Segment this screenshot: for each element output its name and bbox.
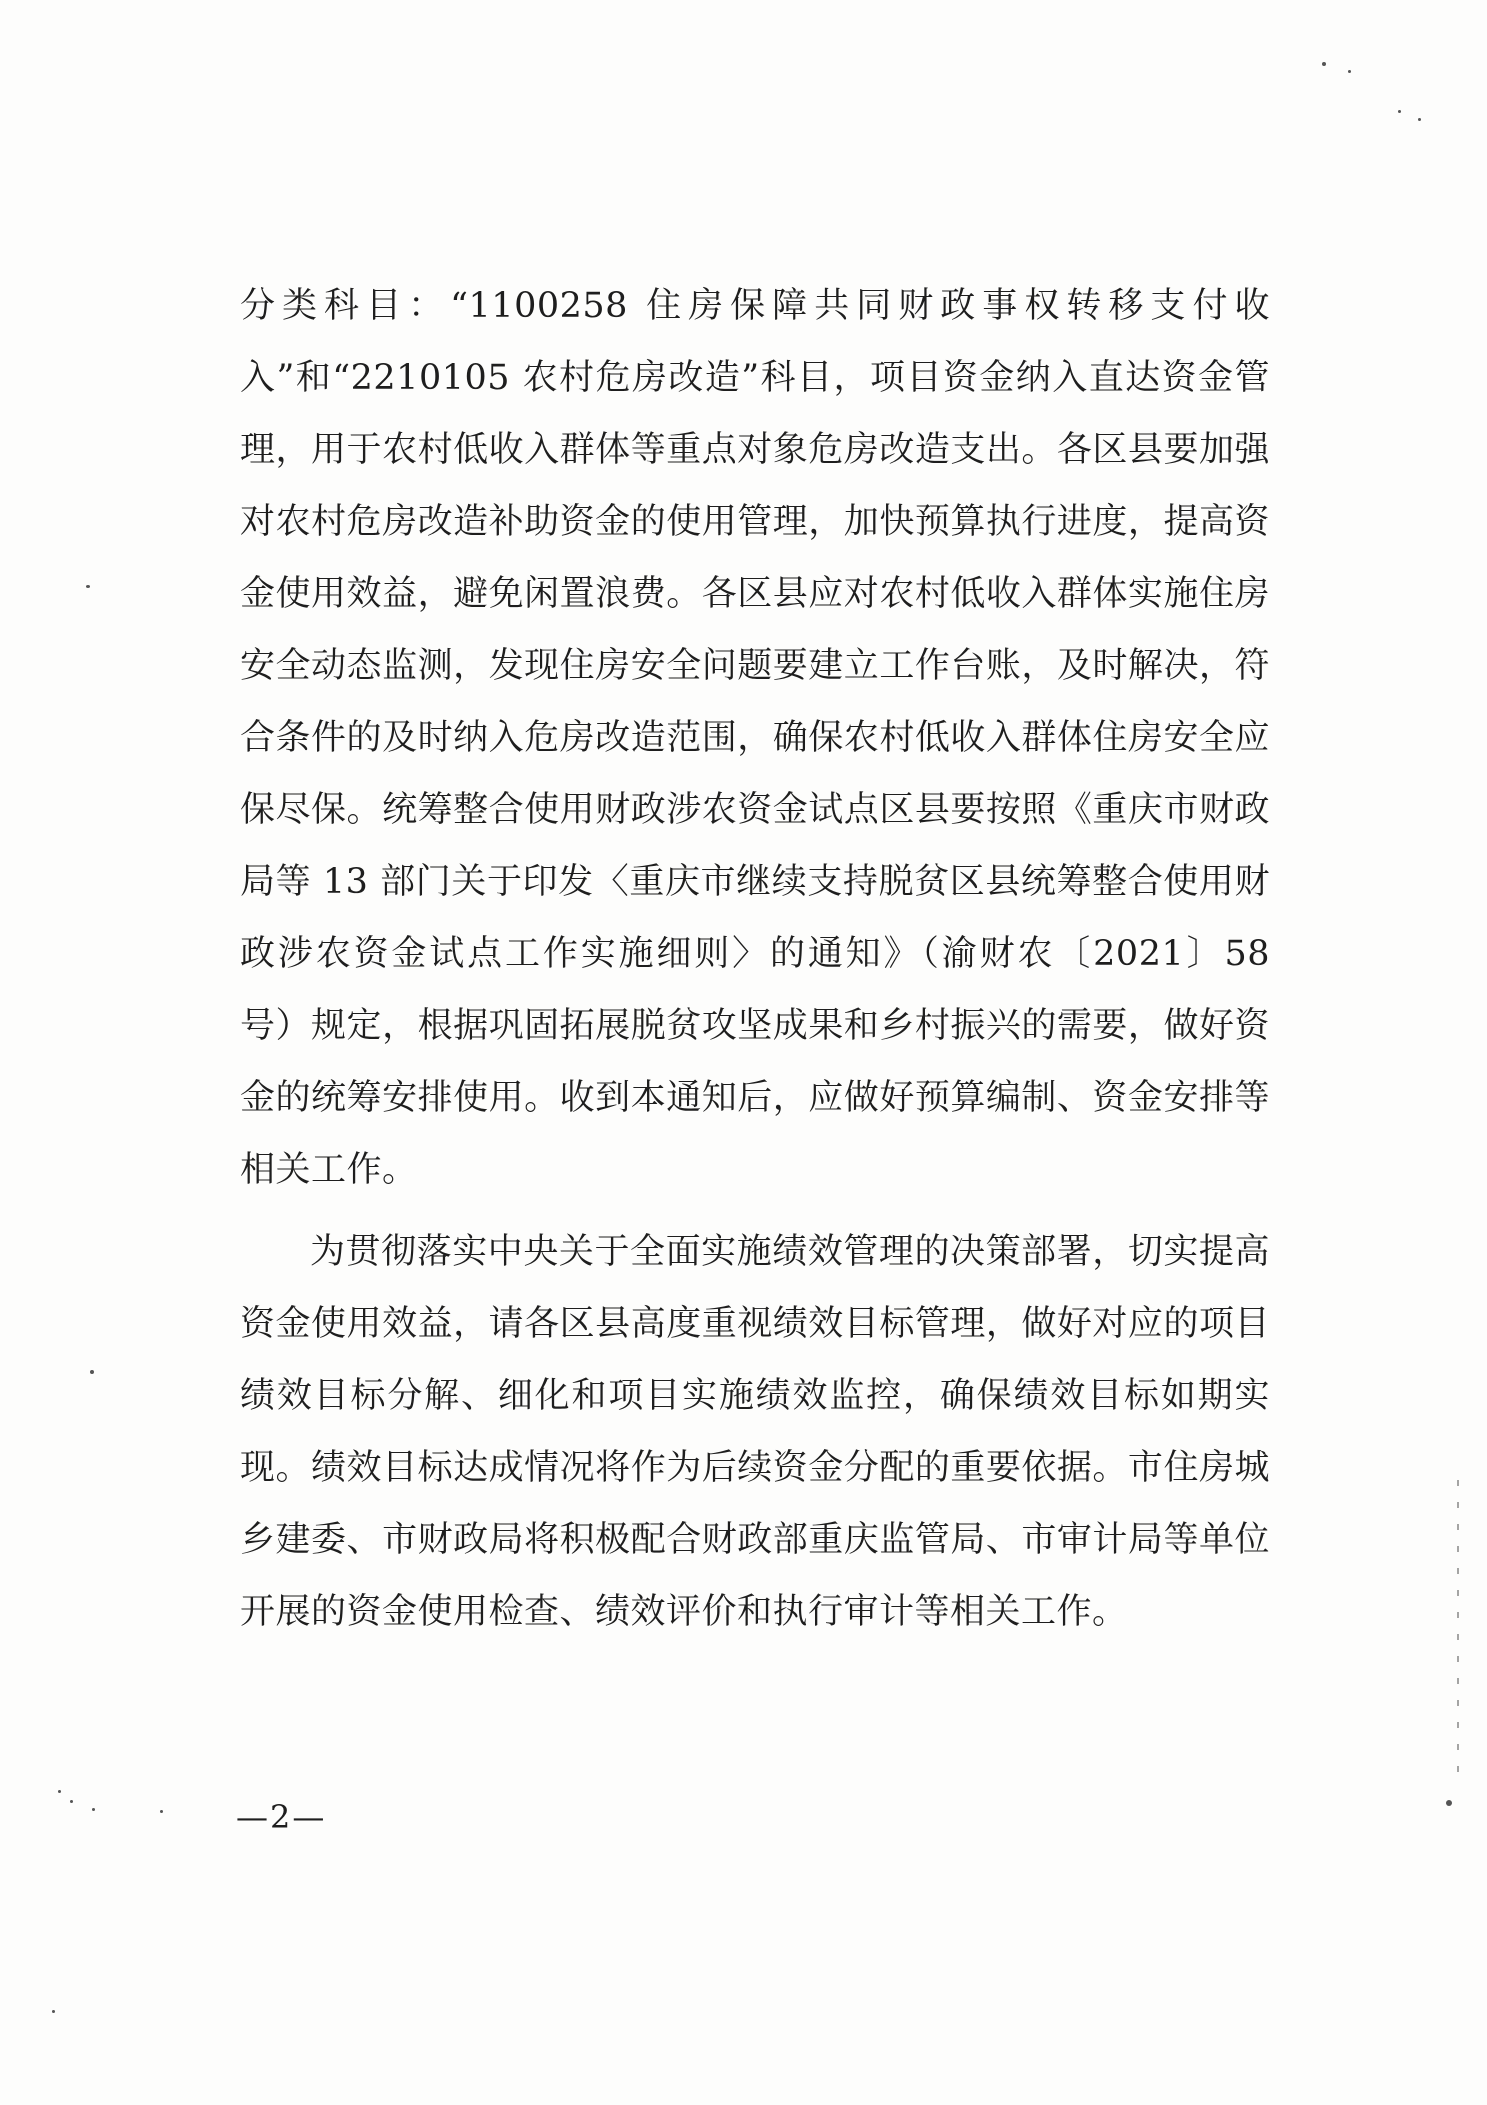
scan-speck [1446, 1800, 1452, 1806]
scan-edge-line [1457, 1480, 1459, 1780]
scan-speck [160, 1810, 163, 1813]
scan-speck [1348, 70, 1351, 73]
body-paragraph-2: 为贯彻落实中央关于全面实施绩效管理的决策部署，切实提高资金使用效益，请各区县高度重视绩效目标管理，做好对应的项目绩效目标分解、细化和项目实施绩效监控，确保绩效目标如期实现。绩效目标达成情况将作为后续资金分配的重要依据。市住房城乡建委、市财政局将积极配合财政部重庆监管局、市审计局等单位开展的资金使用检查、绩效评价和执行审计等相关工作。 [240, 1232, 1270, 1632]
scan-speck [70, 1800, 73, 1803]
page-number: —2— [236, 1798, 327, 1836]
scan-speck [58, 1790, 61, 1793]
scan-speck [90, 1370, 94, 1374]
scan-speck [1398, 110, 1401, 113]
body-paragraph-1: 分类科目：“1100258 住房保障共同财政事权转移支付收入”和“2210105 农村危房改造”科目，项目资金纳入直达资金管理，用于农村低收入群体等重点对象危房改造支出。各区县要加强对农村危房改造补助资金的使用管理，加快预算执行进度，提高资金使用效益，避免闲置浪费。各区县应对农村低收入群体实施住房安全动态监测，发现住房安全问题要建立工作台账，及时解决，符合条件的及时纳入危房改造范围，确保农村低收入群体住房安全应保尽保。统筹整合使用财政涉农资金试点区县要按照《重庆市财政局等 13 部门关于印发〈重庆市继续支持脱贫区县统筹整合使用财政涉农资金试点工作实施细则〉的通知》（渝财农〔2021〕58 号）规定，根据巩固拓展脱贫攻坚成果和乡村振兴的需要，做好资金的统筹安排使用。收到本通知后，应做好预算编制、资金安排等相关工作。 [240, 286, 1270, 1190]
scan-speck [1322, 62, 1326, 66]
scan-speck [52, 2010, 55, 2013]
scan-speck [86, 585, 90, 588]
scan-speck [92, 1808, 95, 1811]
document-body [240, 270, 1270, 1648]
scan-speck [1418, 118, 1421, 121]
